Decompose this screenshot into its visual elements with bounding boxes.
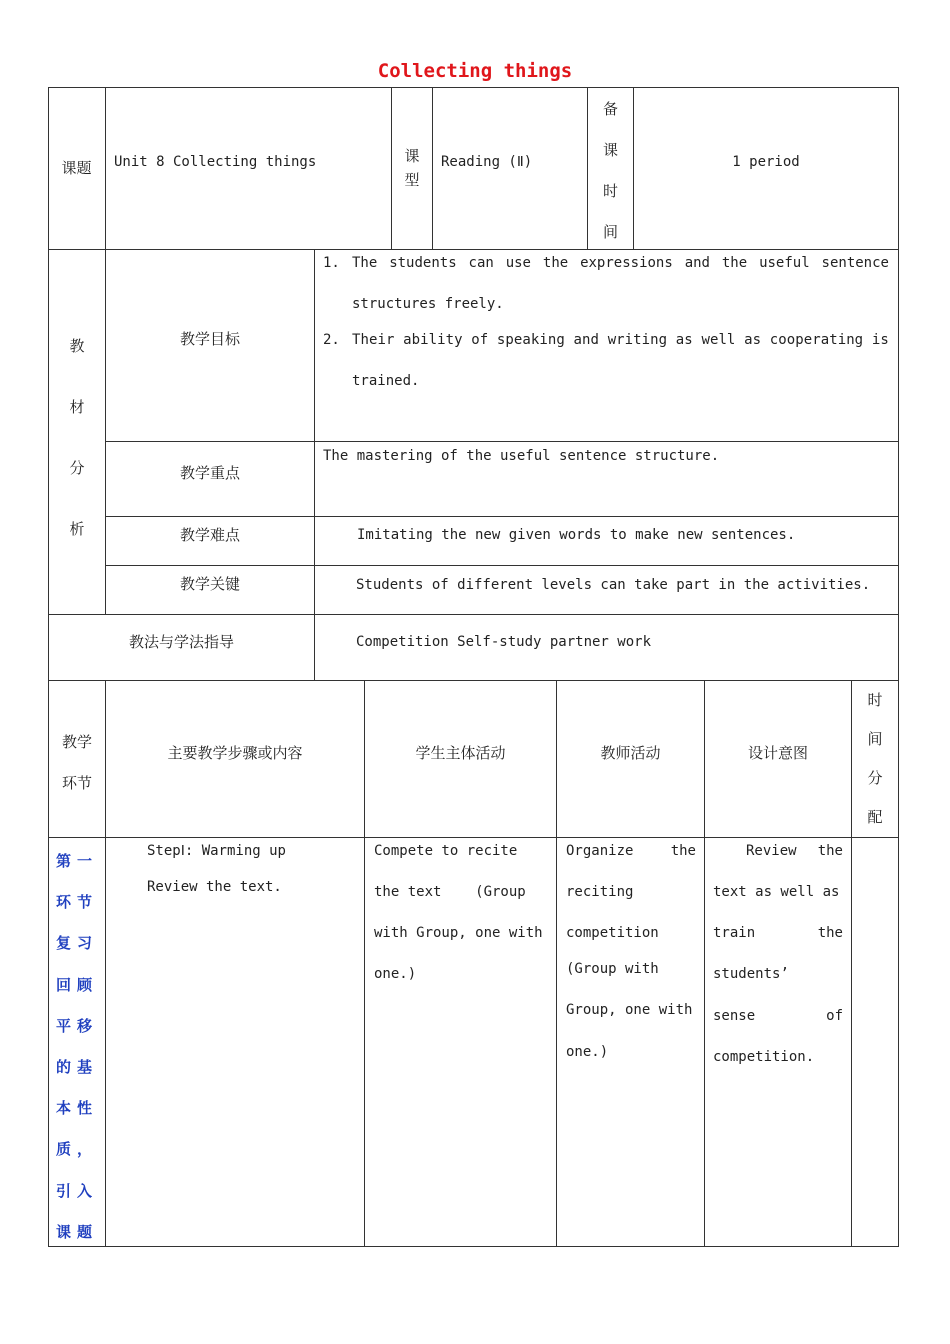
teacher-line: Group, one with [566,1002,693,1018]
student-line: with Group, one with [374,925,543,941]
col-stage-header: 教学环节 [61,733,92,792]
teacher-line: reciting [566,884,634,900]
period-value: 1 period [732,154,800,170]
row1-step-line2: Review the text. [147,879,282,895]
design-line: Review the [746,843,843,859]
teacher-line: one.) [566,1044,609,1060]
col-design-header: 设计意图 [747,744,808,762]
type-value: Reading (Ⅱ) [441,154,533,170]
teacher-line: competition [566,925,659,941]
design-line: students’ [713,966,789,982]
method-label: 教法与学法指导 [128,633,234,651]
document-title: Collecting things [377,60,573,82]
difficulty-value: Imitating the new given words to make new sentences. [357,527,796,543]
design-line: competition. [713,1049,815,1065]
design-line: text as well as [713,884,840,900]
focus-label: 教学重点 [179,464,240,482]
col-time-header: 时间分配 [867,691,883,826]
design-line: train the [713,925,843,941]
topic-label: 课题 [61,159,92,177]
design-line: sense of [713,1008,843,1024]
key-label: 教学关键 [179,575,240,593]
student-line: the text (Group [374,884,526,900]
goals-label: 教学目标 [179,330,240,348]
student-line: Compete to recite [374,843,518,859]
row1-step-line1: StepⅠ: Warming up [147,843,286,859]
col-steps-header: 主要教学步骤或内容 [167,744,303,762]
goal2-line1: Their ability of speaking and writing as well as cooperating is [352,332,889,348]
col-student-header: 学生主体活动 [415,744,506,762]
method-value: Competition Self-study partner work [356,634,652,650]
goal2-number: 2. [323,332,340,348]
analysis-section-label: 教材分析 [69,337,85,538]
goal2-line2: trained. [352,373,420,389]
goal1-line1: The students can use the expressions and the useful sentence [352,255,889,271]
difficulty-label: 教学难点 [179,526,240,544]
focus-value: The mastering of the useful sentence structure. [323,448,720,464]
goal1-number: 1. [323,255,340,271]
teacher-line: (Group with [566,961,659,977]
key-value: Students of different levels can take part in the activities. [356,577,871,593]
teacher-line: Organize the [566,843,696,859]
goal1-line2: structures freely. [352,296,504,312]
time-label: 备课时间 [602,100,618,241]
student-line: one.) [374,966,417,982]
topic-value: Unit 8 Collecting things [114,154,317,170]
col-teacher-header: 教师活动 [600,744,661,762]
row1-stage: 第一环节复习回顾平移的基本性质，引入课题 [56,852,99,1241]
type-label: 课型 [404,147,420,189]
